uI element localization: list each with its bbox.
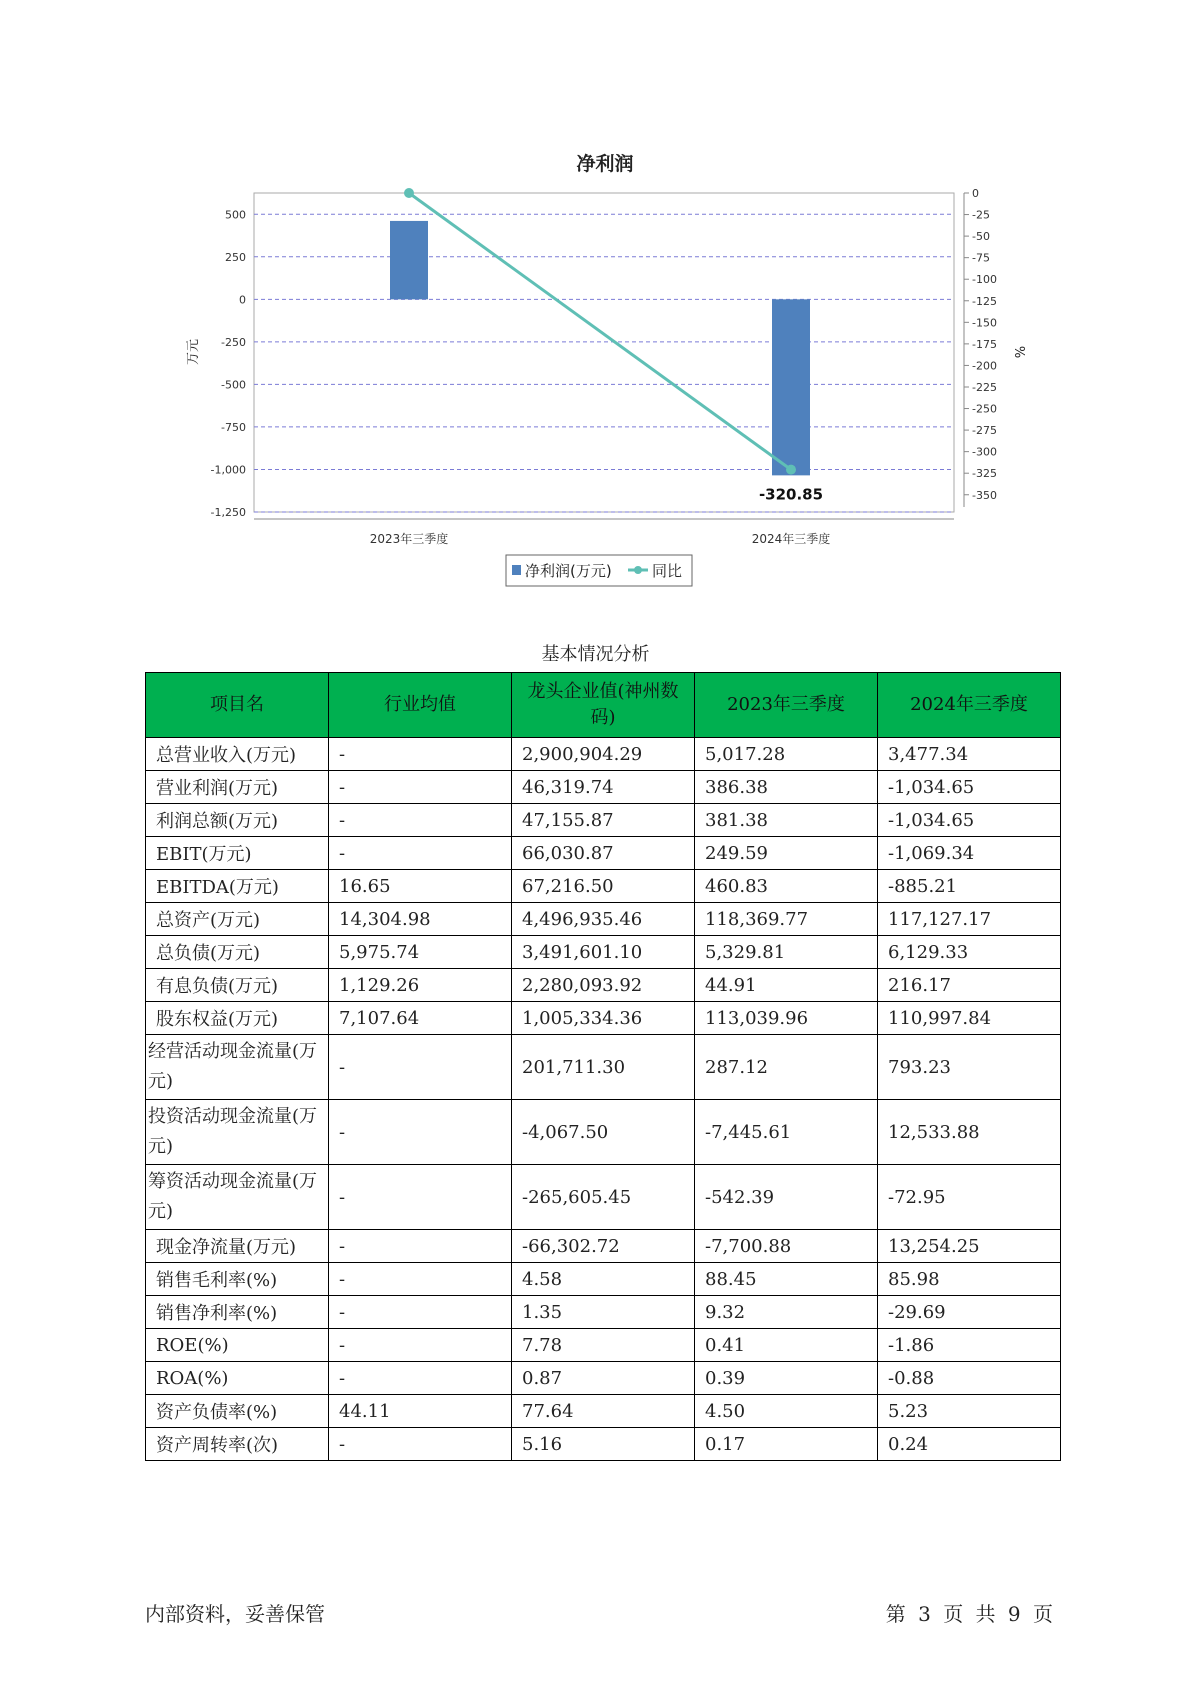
row-label: 现金净流量(万元)	[146, 1230, 329, 1263]
table-row	[146, 1296, 1061, 1329]
basic-analysis-table	[145, 672, 1061, 1461]
table-cell: 3,477.34	[878, 738, 1061, 771]
x-tick-label: 2023年三季度	[369, 532, 449, 546]
y-tick-label-left: -500	[221, 378, 246, 392]
row-label: 资产周转率(次)	[146, 1428, 329, 1461]
x-axis-labels	[254, 519, 954, 546]
table-cell: -	[329, 771, 512, 804]
table-cell: 2,900,904.29	[512, 738, 695, 771]
table-row	[146, 870, 1061, 903]
row-label: 总负债(万元)	[146, 936, 329, 969]
table-row	[146, 771, 1061, 804]
table-cell: 110,997.84	[878, 1002, 1061, 1035]
table-cell: 5,329.81	[695, 936, 878, 969]
footer-page-number: 第 3 页 共 9 页	[885, 1602, 1053, 1626]
left-axis-ticks	[211, 208, 246, 519]
table-cell: 0.24	[878, 1428, 1061, 1461]
table-cell: 1.35	[512, 1296, 695, 1329]
data-label: -320.85	[758, 485, 824, 504]
table-cell: 14,304.98	[329, 903, 512, 936]
table-cell: 88.45	[695, 1263, 878, 1296]
table-row	[146, 1100, 1061, 1165]
table-row	[146, 1362, 1061, 1395]
row-label: 销售毛利率(%)	[146, 1263, 329, 1296]
table-cell: -265,605.45	[512, 1165, 695, 1230]
y-tick-label-right: -150	[972, 316, 997, 330]
chart-legend	[506, 555, 692, 586]
table-cell: 216.17	[878, 969, 1061, 1002]
table-cell: 4.58	[512, 1263, 695, 1296]
bar	[772, 299, 810, 475]
line-point	[786, 465, 796, 475]
y-tick-label-left: 0	[239, 293, 246, 307]
table-cell: -	[329, 1035, 512, 1100]
header-2023-q3: 2023年三季度	[695, 673, 878, 738]
table-cell: -	[329, 1263, 512, 1296]
y-tick-label-right: -125	[972, 294, 997, 308]
table-cell: -	[329, 1428, 512, 1461]
table-row	[146, 738, 1061, 771]
table-cell: -66,302.72	[512, 1230, 695, 1263]
table-cell: 85.98	[878, 1263, 1061, 1296]
row-label: EBIT(万元)	[146, 837, 329, 870]
header-item-name: 项目名	[146, 673, 329, 738]
table-cell: -	[329, 804, 512, 837]
table-cell: 4.50	[695, 1395, 878, 1428]
row-label: EBITDA(万元)	[146, 870, 329, 903]
row-label: 资产负债率(%)	[146, 1395, 329, 1428]
table-cell: -1,034.65	[878, 804, 1061, 837]
table-cell: 2,280,093.92	[512, 969, 695, 1002]
table-cell: 5,017.28	[695, 738, 878, 771]
table-cell: 287.12	[695, 1035, 878, 1100]
table-cell: -1,034.65	[878, 771, 1061, 804]
table-cell: 7,107.64	[329, 1002, 512, 1035]
header-2024-q3: 2024年三季度	[878, 673, 1061, 738]
table-cell: 201,711.30	[512, 1035, 695, 1100]
table-row	[146, 1263, 1061, 1296]
table-cell: -72.95	[878, 1165, 1061, 1230]
table-cell: -4,067.50	[512, 1100, 695, 1165]
table-cell: 67,216.50	[512, 870, 695, 903]
y-axis-label-right: %	[1011, 345, 1026, 359]
table-cell: 9.32	[695, 1296, 878, 1329]
table-cell: 0.87	[512, 1362, 695, 1395]
table-cell: 12,533.88	[878, 1100, 1061, 1165]
table-cell: 118,369.77	[695, 903, 878, 936]
net-profit-chart	[0, 0, 1191, 600]
x-tick-label: 2024年三季度	[751, 532, 831, 546]
y-tick-label-right: -275	[972, 424, 997, 438]
y-tick-label-left: 250	[225, 250, 246, 264]
table-cell: 0.39	[695, 1362, 878, 1395]
plot-area	[254, 193, 954, 512]
row-label: ROE(%)	[146, 1329, 329, 1362]
table-cell: -1,069.34	[878, 837, 1061, 870]
table-cell: 77.64	[512, 1395, 695, 1428]
table-row	[146, 1230, 1061, 1263]
table-cell: 4,496,935.46	[512, 903, 695, 936]
y-tick-label-left: -750	[221, 420, 246, 434]
table-cell: 0.17	[695, 1428, 878, 1461]
legend-label: 同比	[652, 562, 683, 580]
table-cell: -7,700.88	[695, 1230, 878, 1263]
table-cell: -	[329, 738, 512, 771]
y-tick-label-left: 500	[225, 208, 246, 222]
legend-label: 净利润(万元)	[525, 562, 612, 580]
y-tick-label-right: -225	[972, 380, 997, 394]
right-axis	[964, 187, 997, 507]
row-label: 筹资活动现金流量(万元)	[146, 1165, 329, 1230]
row-label: 总营业收入(万元)	[146, 738, 329, 771]
table-cell: 44.11	[329, 1395, 512, 1428]
y-tick-label-right: -350	[972, 488, 997, 502]
table-cell: -1.86	[878, 1329, 1061, 1362]
table-row	[146, 1035, 1061, 1100]
y-tick-label-right: -250	[972, 402, 997, 416]
row-label: 利润总额(万元)	[146, 804, 329, 837]
table-cell: 13,254.25	[878, 1230, 1061, 1263]
table-row	[146, 1428, 1061, 1461]
table-cell: 46,319.74	[512, 771, 695, 804]
table-cell: -	[329, 1165, 512, 1230]
table-row	[146, 936, 1061, 969]
y-tick-label-left: -1,000	[210, 463, 246, 477]
table-cell: 16.65	[329, 870, 512, 903]
legend-line-marker	[634, 566, 642, 574]
table-cell: 66,030.87	[512, 837, 695, 870]
row-label: 销售净利率(%)	[146, 1296, 329, 1329]
table-cell: -	[329, 1329, 512, 1362]
row-label: 经营活动现金流量(万元)	[146, 1035, 329, 1100]
table-cell: 1,005,334.36	[512, 1002, 695, 1035]
table-cell: -	[329, 1362, 512, 1395]
y-tick-label-left: -250	[221, 335, 246, 349]
table-cell: 1,129.26	[329, 969, 512, 1002]
table-row	[146, 1329, 1061, 1362]
chart-title: 净利润	[576, 153, 634, 175]
bar	[390, 221, 428, 299]
table-cell: 3,491,601.10	[512, 936, 695, 969]
y-tick-label-right: -50	[972, 230, 990, 244]
table-cell: -	[329, 1230, 512, 1263]
header-leader-value: 龙头企业值(神州数码)	[512, 673, 695, 738]
table-cell: -	[329, 1296, 512, 1329]
row-label: 营业利润(万元)	[146, 771, 329, 804]
row-label: 有息负债(万元)	[146, 969, 329, 1002]
row-label: 投资活动现金流量(万元)	[146, 1100, 329, 1165]
table-cell: -	[329, 837, 512, 870]
table-cell: 386.38	[695, 771, 878, 804]
table-cell: 5.23	[878, 1395, 1061, 1428]
table-row	[146, 804, 1061, 837]
table-cell: -29.69	[878, 1296, 1061, 1329]
table-cell: 47,155.87	[512, 804, 695, 837]
table-cell: -0.88	[878, 1362, 1061, 1395]
row-label: 总资产(万元)	[146, 903, 329, 936]
y-tick-label-right: 0	[972, 187, 979, 200]
table-cell: -	[329, 1100, 512, 1165]
y-tick-label-right: -325	[972, 467, 997, 481]
table-cell: 117,127.17	[878, 903, 1061, 936]
y-tick-label-right: -300	[972, 445, 997, 459]
table-cell: 7.78	[512, 1329, 695, 1362]
table-cell: 5,975.74	[329, 936, 512, 969]
table-title: 基本情况分析	[541, 644, 650, 665]
table-cell: 0.41	[695, 1329, 878, 1362]
table-cell: 793.23	[878, 1035, 1061, 1100]
table-cell: 5.16	[512, 1428, 695, 1461]
line-point	[404, 188, 414, 198]
table-cell: 381.38	[695, 804, 878, 837]
row-label: ROA(%)	[146, 1362, 329, 1395]
table-cell: -542.39	[695, 1165, 878, 1230]
table-header-row	[146, 673, 1061, 738]
y-axis-label-left: 万元	[186, 338, 201, 366]
table-cell: 460.83	[695, 870, 878, 903]
table-cell: -7,445.61	[695, 1100, 878, 1165]
table-cell: 113,039.96	[695, 1002, 878, 1035]
legend-bar-swatch	[512, 565, 521, 575]
header-industry-average: 行业均值	[329, 673, 512, 738]
table-cell: 6,129.33	[878, 936, 1061, 969]
table-cell: 44.91	[695, 969, 878, 1002]
footer-confidential: 内部资料，妥善保管	[145, 1602, 325, 1626]
table-row	[146, 1395, 1061, 1428]
y-tick-label-right: -200	[972, 359, 997, 373]
table-row	[146, 903, 1061, 936]
y-tick-label-left: -1,250	[210, 506, 246, 519]
y-tick-label-right: -75	[972, 251, 990, 265]
y-tick-label-right: -100	[972, 273, 997, 287]
row-label: 股东权益(万元)	[146, 1002, 329, 1035]
y-tick-label-right: -25	[972, 208, 990, 222]
table-row	[146, 1165, 1061, 1230]
table-cell: 249.59	[695, 837, 878, 870]
y-tick-label-right: -175	[972, 337, 997, 351]
table-row	[146, 969, 1061, 1002]
table-row	[146, 1002, 1061, 1035]
table-row	[146, 837, 1061, 870]
table-cell: -885.21	[878, 870, 1061, 903]
